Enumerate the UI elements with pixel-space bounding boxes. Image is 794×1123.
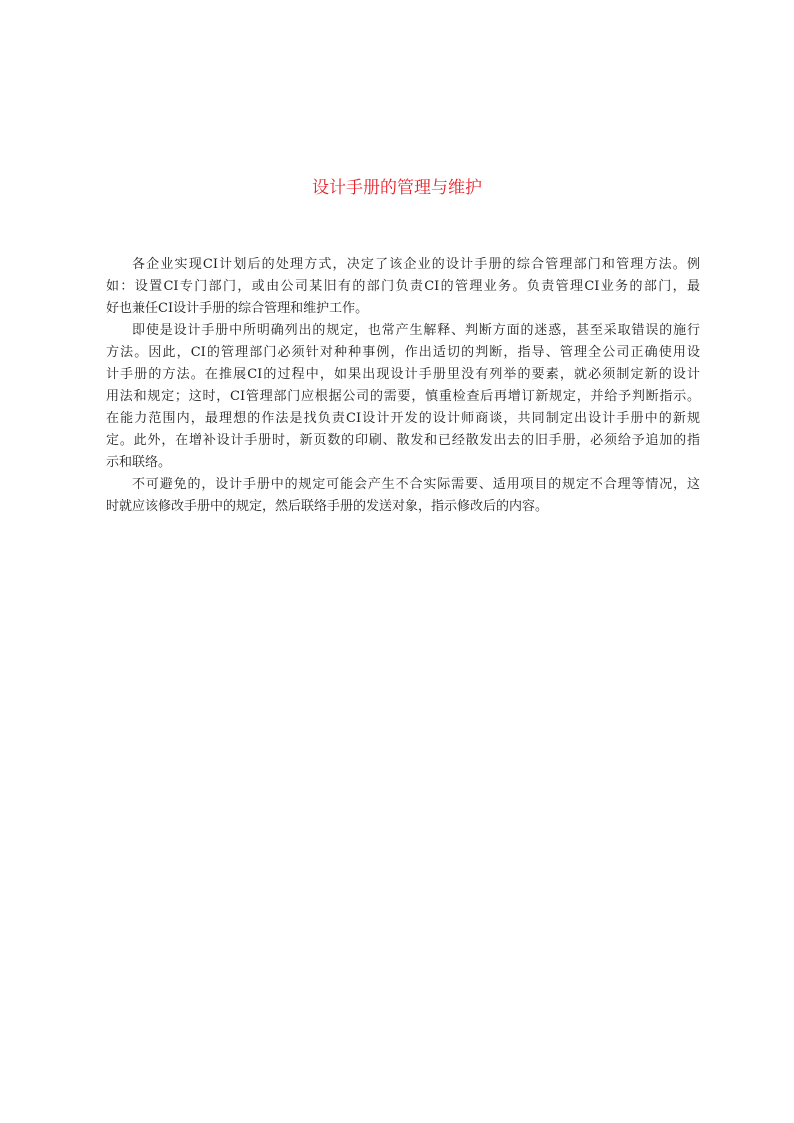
paragraph-line: 在能力范围内，最理想的作法是找负责CI设计开发的设计师商谈，共同制定出设计手册中的新规 [106,411,700,426]
paragraph-line: 好也兼任CI设计手册的综合管理和维护工作。 [106,301,369,316]
paragraph-line: 时就应该修改手册中的规定，然后联络手册的发送对象，指示修改后的内容。 [106,499,549,514]
paragraph-line: 示和联络。 [106,455,172,470]
document-title: 设计手册的管理与维护 [312,178,482,198]
paragraph [106,474,700,518]
paragraph-line: 如：设置CI专门部门，或由公司某旧有的部门负责CI的管理业务。负责管理CI业务的部门，最 [106,279,700,294]
paragraph [106,254,700,320]
paragraph [106,320,700,474]
document-body [106,254,700,518]
paragraph-line: 用法和规定；这时，CI管理部门应根据公司的需要，慎重检查后再增订新规定，并给予判断指示。 [106,389,700,404]
paragraph-line: 即使是设计手册中所明确列出的规定，也常产生解释、判断方面的迷惑，甚至采取错误的施行 [132,323,700,338]
paragraph-line: 各企业实现CI计划后的处理方式，决定了该企业的设计手册的综合管理部门和管理方法。例 [132,257,700,272]
paragraph-line: 计手册的方法。在推展CI的过程中，如果出现设计手册里没有列举的要素，就必须制定新的设计 [106,367,700,382]
paragraph-line: 不可避免的，设计手册中的规定可能会产生不合实际需要、适用项目的规定不合理等情况，这 [132,477,700,492]
paragraph-line: 定。此外，在增补设计手册时，新页数的印刷、散发和已经散发出去的旧手册，必须给予追加的指 [106,433,700,448]
paragraph-line: 方法。因此，CI的管理部门必须针对种种事例，作出适切的判断，指导、管理全公司正确使用设 [106,345,700,360]
